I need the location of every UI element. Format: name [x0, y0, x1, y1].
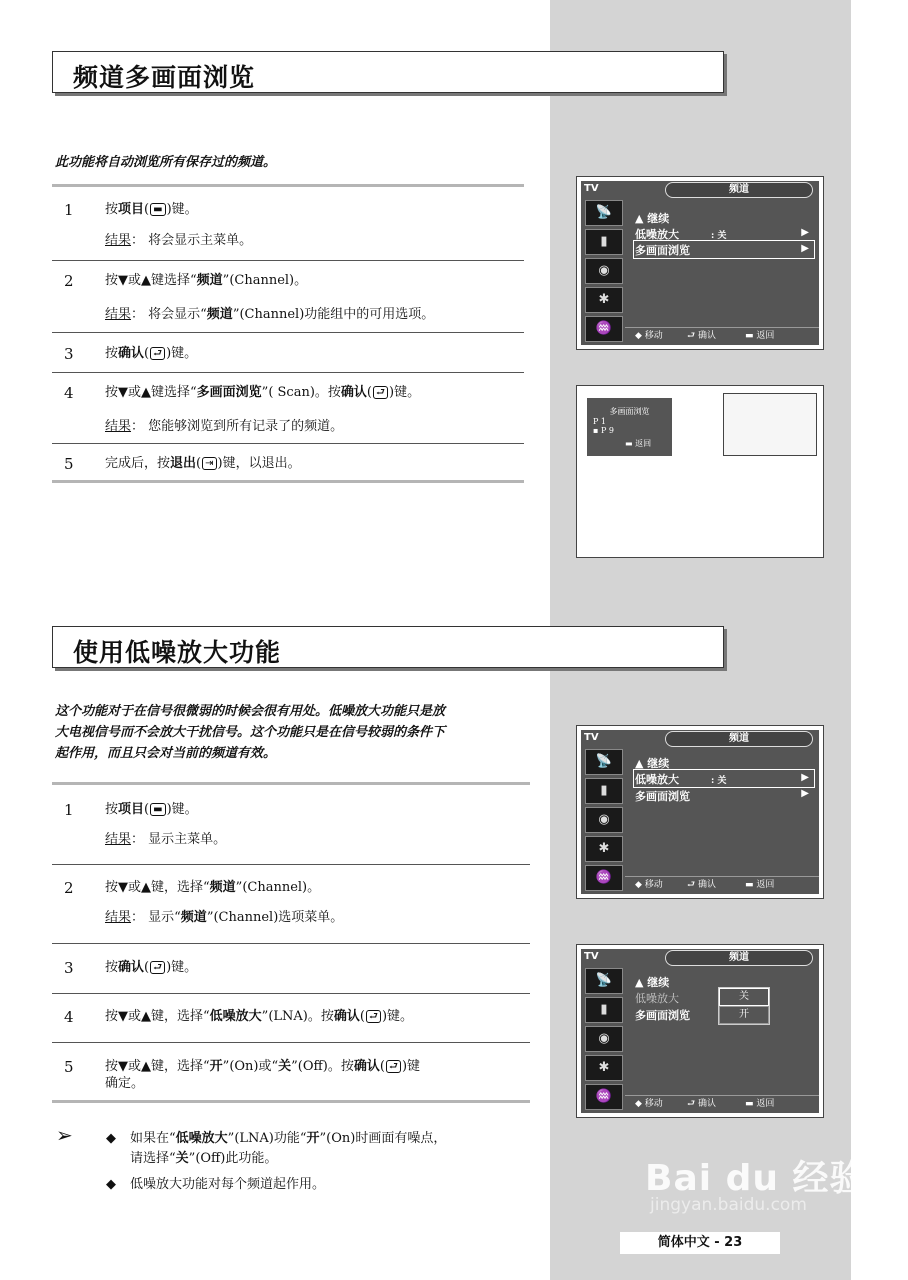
page-number: 简体中文 - 23 — [620, 1232, 780, 1254]
diamond-icon: ◆ — [106, 1177, 116, 1192]
baidu-url: jingyan.baidu.com — [650, 1195, 807, 1215]
note-arrow-icon: ➢ — [56, 1123, 73, 1147]
exit-key-icon: ⇥ — [202, 457, 216, 470]
picture-icon: ▮ — [585, 229, 623, 255]
section2-title-box — [52, 626, 724, 668]
sound-icon: ◉ — [585, 1026, 623, 1052]
section1-title-box — [52, 51, 724, 93]
menu-key-icon: ▬ — [150, 203, 165, 216]
enter-key-icon: ⮐ — [366, 1010, 381, 1023]
enter-key-icon: ⮐ — [373, 386, 388, 399]
antenna-icon: 📡 — [585, 749, 623, 775]
picture-icon: ▮ — [585, 778, 623, 804]
note-1: ◆ 如果在“低噪放大”(LNA)功能“开”(On)时画面有噪点， 请选择“关”(Off)此功能。 — [106, 1131, 447, 1166]
setup-icon: ✱ — [585, 287, 623, 313]
lna-options-popup: 关 开 — [718, 987, 770, 1025]
tv-menu-screen-2: TV 频道 📡 ▮ ◉ ✱ ♒ ▲ 继续 低噪放大 : 关 ▶ 多画面浏览 ▶ ◆ 移动 ⮐ 确认 ▬ 返回 — [576, 725, 824, 899]
picture-icon: ▮ — [585, 997, 623, 1023]
section2-title: 使用低噪放大功能 — [73, 638, 282, 667]
menu-key-icon: ▬ — [150, 803, 165, 816]
section2-intro: 这个功能对于在信号很微弱的时候会很有用处。低噪放大功能只是放 大电视信号而不会放大干扰信号。这个功能只是在信号较弱的条件下 起作用，而且只会对当前的频道有效。 — [55, 704, 446, 761]
function-icon: ♒ — [585, 865, 623, 891]
enter-key-icon: ⮐ — [150, 961, 165, 974]
preview-window — [723, 393, 817, 456]
divider — [52, 184, 524, 187]
sound-icon: ◉ — [585, 258, 623, 284]
multi-scan-screen: 多画面浏览 P 1 ▪ P 9 ▬ 返回 — [576, 385, 824, 558]
setup-icon: ✱ — [585, 836, 623, 862]
section1-title: 频道多画面浏览 — [73, 63, 256, 92]
tv-menu-screen-1: TV 频道 📡 ▮ ◉ ✱ ♒ ▲ 继续 低噪放大 : 关 ▶ 多画面浏览 ▶ ◆ 移动 ⮐ 确认 ▬ 返回 — [576, 176, 824, 350]
enter-key-icon: ⮐ — [150, 347, 165, 360]
setup-icon: ✱ — [585, 1055, 623, 1081]
enter-key-icon: ⮐ — [386, 1060, 401, 1073]
antenna-icon: 📡 — [585, 200, 623, 226]
sound-icon: ◉ — [585, 807, 623, 833]
baidu-logo: Bai du 经验 — [645, 1158, 867, 1199]
section1-intro: 此功能将自动浏览所有保存过的频道。 — [55, 155, 277, 170]
function-icon: ♒ — [585, 316, 623, 342]
diamond-icon: ◆ — [106, 1131, 116, 1146]
tv-menu-screen-3: TV 频道 📡 ▮ ◉ ✱ ♒ ▲ 继续 低噪放大 多画面浏览 关 开 ◆ 移动 ⮐ 确认 ▬ 返回 — [576, 944, 824, 1118]
antenna-icon: 📡 — [585, 968, 623, 994]
function-icon: ♒ — [585, 1084, 623, 1110]
note-2: ◆ 低噪放大功能对每个频道起作用。 — [106, 1177, 326, 1192]
